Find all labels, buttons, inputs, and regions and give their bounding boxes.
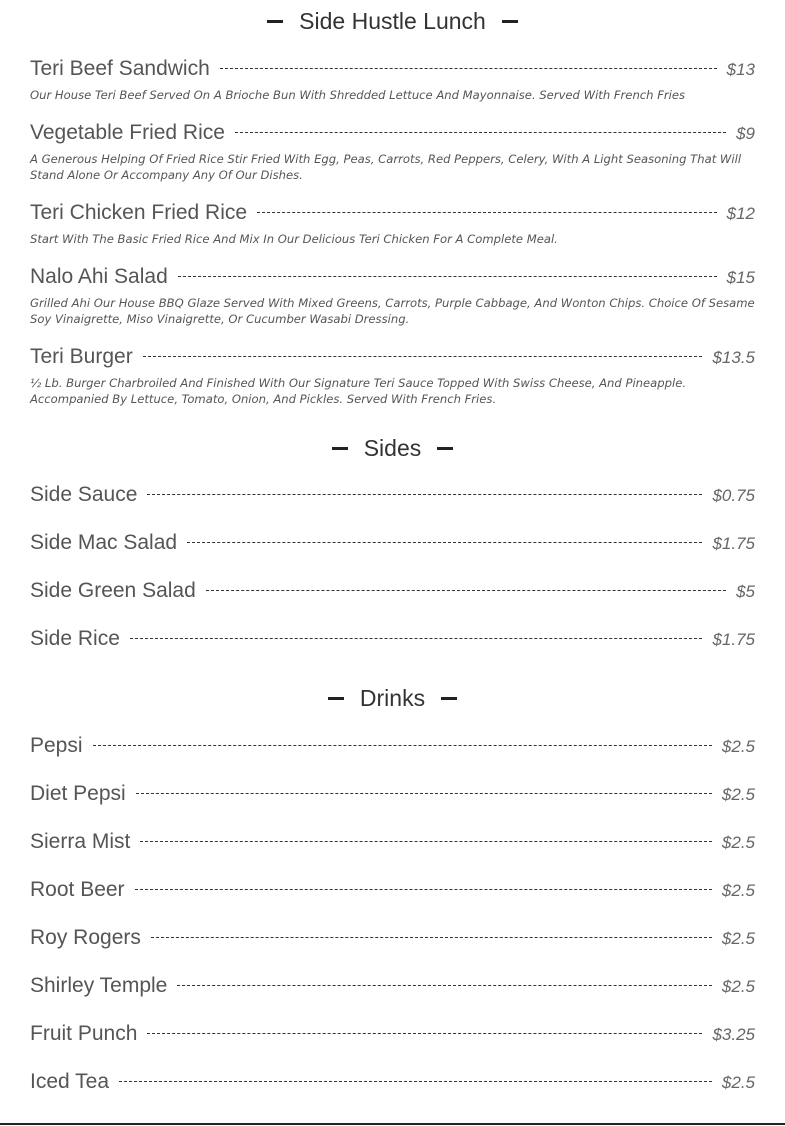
menu-item-shirley-temple[interactable]: [30, 974, 755, 1000]
section-title-drinks: Drinks: [359, 684, 426, 711]
section-header-sides: [0, 433, 785, 463]
item-name: Roy Rogers: [30, 926, 141, 949]
item-name: Iced Tea: [30, 1070, 110, 1093]
item-name: Sierra Mist: [30, 830, 131, 853]
menu-item-root-beer[interactable]: [30, 878, 755, 904]
menu-item-side-sauce[interactable]: [30, 483, 755, 509]
item-description: Our House Teri Beef Served On A Brioche Bun With Shredded Lettuce And Mayonnaise. Served With French Fries: [30, 88, 686, 102]
dotted-leader: [93, 745, 712, 746]
item-price: $2.5: [721, 1073, 755, 1092]
menu-item-side-green-salad[interactable]: [30, 579, 755, 605]
item-name: Side Sauce: [30, 483, 138, 506]
dotted-leader: [135, 889, 712, 890]
menu-item-nalo-ahi-salad[interactable]: [30, 265, 755, 327]
menu-item-teri-beef-sandwich[interactable]: [30, 57, 755, 103]
item-name: Shirley Temple: [30, 974, 168, 997]
item-description: Start With The Basic Fried Rice And Mix In Our Delicious Teri Chicken For A Complete Meal.: [30, 232, 558, 246]
item-price: $5: [736, 582, 755, 601]
dotted-leader: [119, 1081, 712, 1082]
dotted-leader: [147, 1033, 702, 1034]
menu-item-pepsi[interactable]: [30, 734, 755, 760]
item-price: $2.5: [721, 929, 755, 948]
menu-item-side-mac-salad[interactable]: [30, 531, 755, 557]
item-name: Teri Burger: [30, 345, 133, 368]
menu-item-teri-burger[interactable]: [30, 345, 755, 407]
dotted-leader: [257, 212, 717, 213]
menu-item-vegetable-fried-rice[interactable]: [30, 121, 755, 183]
dotted-leader: [140, 841, 712, 842]
viewport-bottom-border: [0, 1123, 785, 1125]
header-dash-right: [502, 20, 518, 23]
item-name: Pepsi: [30, 734, 83, 757]
item-price: $2.5: [721, 737, 755, 756]
menu-item-roy-rogers[interactable]: [30, 926, 755, 952]
section-header-lunch: [0, 6, 785, 36]
item-price: $2.5: [721, 785, 755, 804]
menu-item-iced-tea[interactable]: [30, 1070, 755, 1096]
header-dash-left: [332, 447, 348, 450]
item-price: $0.75: [712, 486, 755, 505]
item-price: $15: [726, 268, 755, 287]
dotted-leader: [143, 356, 703, 357]
section-header-drinks: [0, 683, 785, 713]
item-name: Side Mac Salad: [30, 531, 178, 554]
item-name: Nalo Ahi Salad: [30, 265, 168, 288]
dotted-leader: [130, 638, 703, 639]
item-name: Teri Chicken Fried Rice: [30, 201, 248, 224]
menu-item-side-rice[interactable]: [30, 627, 755, 653]
section-title-sides: Sides: [363, 434, 422, 461]
item-price: $2.5: [721, 881, 755, 900]
item-description: ½ Lb. Burger Charbroiled And Finished With Our Signature Teri Sauce Topped With Swiss Cheese, And Pineapple. Accompanied By Lettuce, Tomato, Onion, And Pickles. Served With French Fries.: [30, 376, 687, 406]
item-price: $12: [726, 204, 755, 223]
menu-item-sierra-mist[interactable]: [30, 830, 755, 856]
item-name: Teri Beef Sandwich: [30, 57, 210, 80]
header-dash-right: [437, 447, 453, 450]
item-price: $1.75: [712, 534, 755, 553]
item-price: $2.5: [721, 977, 755, 996]
item-name: Fruit Punch: [30, 1022, 138, 1045]
item-price: $2.5: [721, 833, 755, 852]
dotted-leader: [147, 494, 702, 495]
item-description: A Generous Helping Of Fried Rice Stir Fried With Egg, Peas, Carrots, Red Peppers, Celery, With A Light Seasoning That Will Stand Alone Or Accompany Any Of Our Dishes.: [30, 152, 742, 182]
dotted-leader: [220, 68, 717, 69]
item-price: $13: [726, 60, 755, 79]
dotted-leader: [151, 937, 712, 938]
section-title-lunch: Side Hustle Lunch: [299, 7, 486, 34]
dotted-leader: [177, 985, 712, 986]
header-dash-left: [267, 20, 283, 23]
item-price: $1.75: [712, 630, 755, 649]
item-name: Vegetable Fried Rice: [30, 121, 225, 144]
header-dash-left: [328, 697, 344, 700]
item-name: Diet Pepsi: [30, 782, 126, 805]
dotted-leader: [178, 276, 717, 277]
dotted-leader: [206, 590, 726, 591]
item-name: Side Green Salad: [30, 579, 196, 602]
dotted-leader: [136, 793, 712, 794]
menu-item-diet-pepsi[interactable]: [30, 782, 755, 808]
item-name: Side Rice: [30, 627, 120, 650]
item-price: $3.25: [712, 1025, 755, 1044]
dotted-leader: [187, 542, 702, 543]
dotted-leader: [235, 132, 726, 133]
item-price: $9: [736, 124, 755, 143]
header-dash-right: [441, 697, 457, 700]
item-description: Grilled Ahi Our House BBQ Glaze Served With Mixed Greens, Carrots, Purple Cabbage, And Wonton Chips. Choice Of Sesame Soy Vinaigrette, Miso Vinaigrette, Or Cucumber Wasabi Dressing.: [30, 296, 755, 326]
item-price: $13.5: [712, 348, 755, 367]
menu-item-fruit-punch[interactable]: [30, 1022, 755, 1048]
menu-item-teri-chicken-fried-rice[interactable]: [30, 201, 755, 247]
item-name: Root Beer: [30, 878, 125, 901]
